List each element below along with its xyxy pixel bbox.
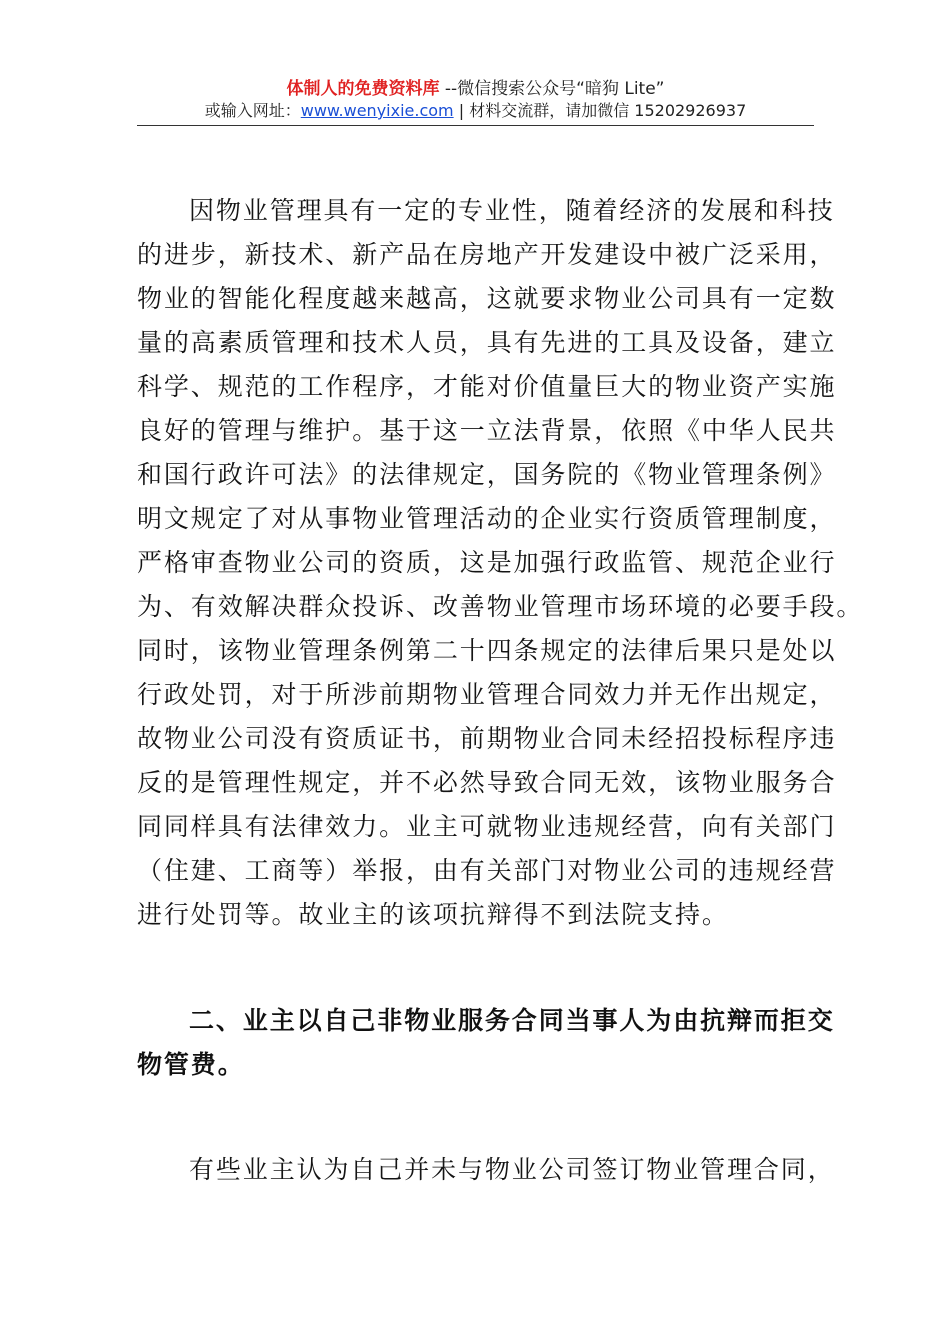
header-url-prefix: 或输入网址： <box>204 101 301 120</box>
paragraph-2-line: 有些业主认为自己并未与物业公司签订物业管理合同， <box>189 1155 835 1184</box>
paragraph-1-line: 同时，该物业管理条例第二十四条规定的法律后果只是处以 <box>137 636 837 665</box>
paragraph-1-line: 的进步，新技术、新产品在房地产开发建设中被广泛采用， <box>137 240 837 269</box>
paragraph-1-line: 量的高素质管理和技术人员，具有先进的工具及设备，建立 <box>137 328 837 357</box>
paragraph-1-line: 进行处罚等。故业主的该项抗辩得不到法院支持。 <box>137 900 729 929</box>
paragraph-1-line: （住建、工商等）举报，由有关部门对物业公司的违规经营 <box>137 856 837 885</box>
section-heading-line: 物管费。 <box>137 1050 245 1079</box>
paragraph-1-line: 物业的智能化程度越来越高，这就要求物业公司具有一定数 <box>137 284 837 313</box>
header-contact-line <box>137 100 814 122</box>
header-divider <box>137 125 814 126</box>
paragraph-1-line: 行政处罚，对于所涉前期物业管理合同效力并无作出规定， <box>137 680 837 709</box>
paragraph-1-line: 同同样具有法律效力。业主可就物业违规经营，向有关部门 <box>137 812 837 841</box>
paragraph-1-line: 良好的管理与维护。基于这一立法背景，依照《中华人民共 <box>137 416 837 445</box>
paragraph-1-line: 严格审查物业公司的资质，这是加强行政监管、规范企业行 <box>137 548 837 577</box>
paragraph-1-line: 反的是管理性规定，并不必然导致合同无效，该物业服务合 <box>137 768 837 797</box>
paragraph-1-line: 故物业公司没有资质证书，前期物业合同未经招投标程序违 <box>137 724 837 753</box>
header-url-link[interactable]: www.wenyixie.com <box>300 101 454 120</box>
section-heading-line: 二、业主以自己非物业服务合同当事人为由抗辩而拒交 <box>189 1006 835 1035</box>
paragraph-1-line: 科学、规范的工作程序，才能对价值量巨大的物业资产实施 <box>137 372 837 401</box>
paragraph-1-line: 明文规定了对从事物业管理活动的企业实行资质管理制度， <box>137 504 837 533</box>
header-title-line <box>137 78 814 100</box>
paragraph-1-line: 为、有效解决群众投诉、改善物业管理市场环境的必要手段。 <box>137 592 864 621</box>
header-contact: | 材料交流群，请加微信 15202926937 <box>453 101 747 120</box>
header-brand: 体制人的免费资料库 <box>286 79 440 99</box>
header-subtitle: --微信搜索公众号“暗狗 Lite” <box>439 79 665 99</box>
paragraph-1-line: 和国行政许可法》的法律规定，国务院的《物业管理条例》 <box>137 460 837 489</box>
paragraph-1-line: 因物业管理具有一定的专业性，随着经济的发展和科技 <box>189 196 835 225</box>
document-header <box>137 78 814 122</box>
